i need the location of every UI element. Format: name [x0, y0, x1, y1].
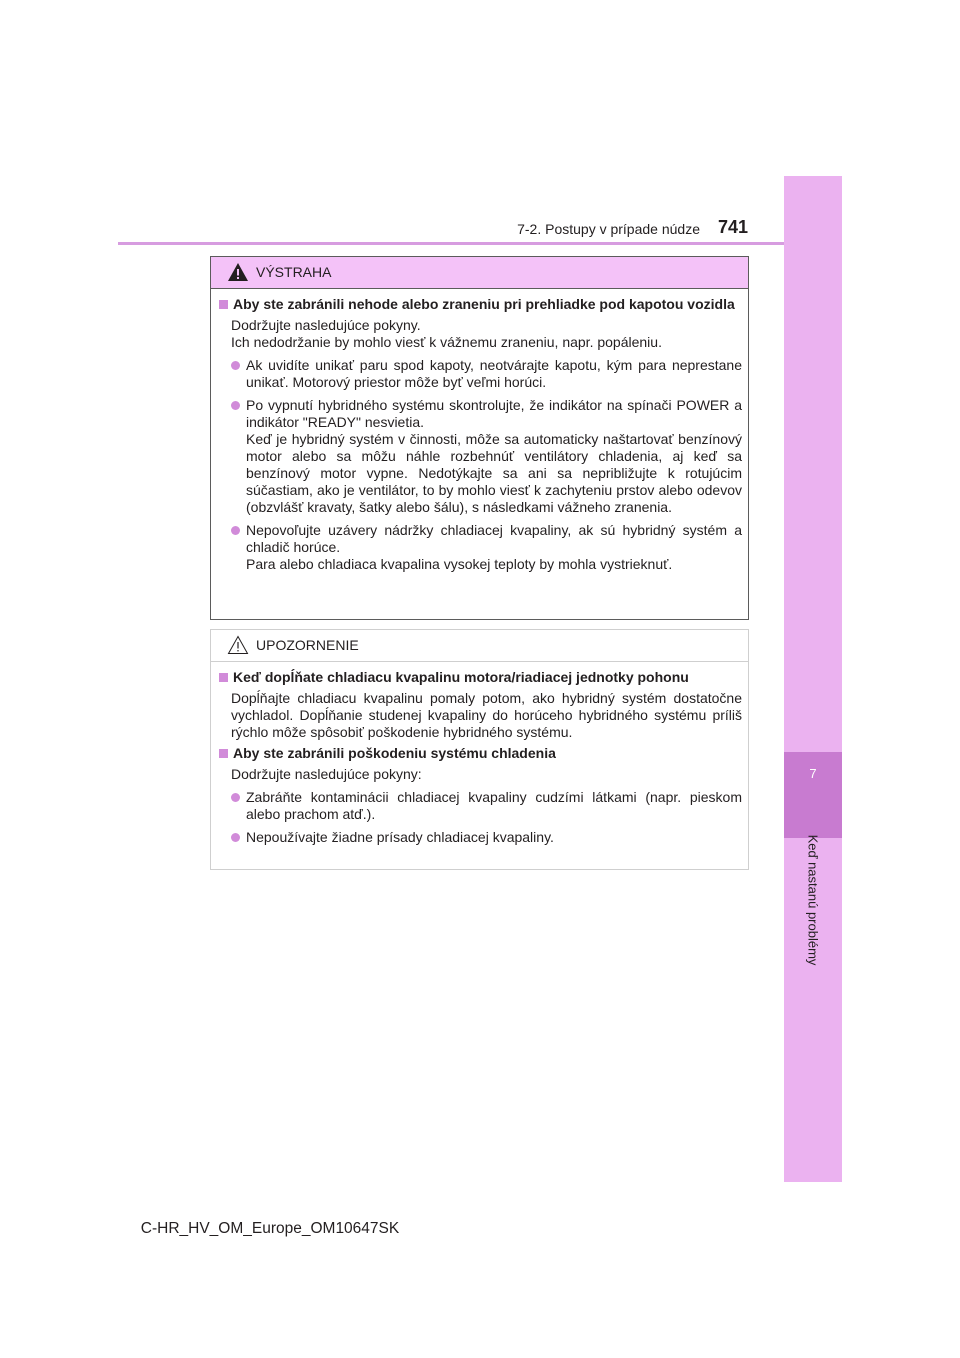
square-bullet-icon: [219, 749, 228, 758]
caution-heading-text: Keď dopĺňate chladiacu kvapalinu motora/riadiacej jednotky pohonu: [233, 669, 689, 685]
chapter-number: 7: [809, 766, 817, 781]
warning-bullet-text: Po vypnutí hybridného systému skontrolujte, že indikátor na spínači POWER a indikátor "READY" nesvietia.: [246, 397, 742, 430]
round-bullet-icon: [231, 526, 240, 535]
warning-box: [210, 256, 749, 620]
warning-intro: [231, 317, 742, 351]
warning-bullet-note: Para alebo chladiaca kvapalina vysokej teploty by mohla vystrieknuť.: [246, 556, 673, 572]
warning-intro-line: Dodržujte nasledujúce pokyny.: [231, 317, 421, 333]
warning-bullet: [231, 397, 742, 516]
document-code: C-HR_HV_OM_Europe_OM10647SK: [140, 1220, 400, 1237]
caution-paragraph: Dodržujte nasledujúce pokyny:: [231, 766, 422, 782]
warning-bullet-text: Nepovoľujte uzávery nádržky chladiacej kvapaliny, ak sú hybridný systém a chladič horúce.: [246, 522, 742, 555]
caution-triangle-icon: [227, 635, 249, 655]
chapter-label: Keď nastanú problémy: [805, 834, 821, 966]
section-title: 7-2. Postupy v prípade núdze: [517, 221, 700, 237]
caution-bullet-text: Zabráňte kontaminácii chladiacej kvapaliny cudzími látkami (napr. pieskom alebo prachom atď.).: [246, 789, 742, 822]
warning-triangle-icon: [227, 262, 249, 282]
square-bullet-icon: [219, 300, 228, 309]
warning-bullet-body: [246, 397, 742, 516]
caution-heading: [218, 669, 742, 686]
warning-bullet-note: Keď je hybridný systém v činnosti, môže sa automaticky naštartovať benzínový motor alebo sa môžu náhle rozbehnúť ventilátory chladenia, aj keď sa benzínový motor vypne. Nedotýkajte sa ani sa nepribližujte k rotujúcim súčastiam, ako je ventilátor, to by mohlo viesť k zachyteniu prstov alebo odevov (obzvlášť kravaty, šatky alebo šálu), s následkami vážneho zranenia.: [246, 431, 742, 515]
round-bullet-icon: [231, 793, 240, 802]
warning-bullet-body: [246, 522, 742, 573]
warning-heading: [218, 296, 742, 313]
square-bullet-icon: [219, 673, 228, 682]
caution-header: [211, 630, 748, 662]
caution-bullet: [231, 829, 742, 846]
caution-bullet: [231, 789, 742, 823]
round-bullet-icon: [231, 833, 240, 842]
chapter-side-tab: [784, 176, 842, 1182]
warning-header: [211, 257, 748, 289]
caution-heading-text: Aby ste zabránili poškodeniu systému chladenia: [233, 745, 556, 761]
caution-body: [211, 662, 748, 846]
caution-paragraph: Dopĺňajte chladiacu kvapalinu pomaly potom, ako hybridný systém dostatočne vychladol. Dopĺňanie studenej kvapaliny do horúceho hybridného systému príliš rýchlo môže spôsobiť poškodenie hybridného systému.: [231, 690, 742, 740]
warning-title: VÝSTRAHA: [256, 264, 332, 280]
round-bullet-icon: [231, 401, 240, 410]
page-number: 741: [718, 217, 749, 237]
header-rule: [118, 242, 784, 245]
warning-bullet-text: Ak uvidíte unikať paru spod kapoty, neotvárajte kapotu, kým para neprestane unikať. Motorový priestor môže byť veľmi horúci.: [246, 357, 742, 390]
warning-bullet: [231, 357, 742, 391]
caution-bullet-text: Nepoužívajte žiadne prísady chladiacej kvapaliny.: [246, 829, 554, 845]
warning-intro-line: Ich nedodržanie by mohlo viesť k vážnemu zraneniu, napr. popáleniu.: [231, 334, 662, 350]
warning-bullet: [231, 522, 742, 573]
round-bullet-icon: [231, 361, 240, 370]
caution-title: UPOZORNENIE: [256, 637, 359, 653]
warning-heading-text: Aby ste zabránili nehode alebo zraneniu pri prehliadke pod kapotou vozidla: [233, 296, 735, 312]
chapter-tab-active: [784, 752, 842, 838]
warning-body: [211, 289, 748, 573]
caution-box: [210, 629, 749, 870]
caution-heading: [218, 745, 742, 762]
